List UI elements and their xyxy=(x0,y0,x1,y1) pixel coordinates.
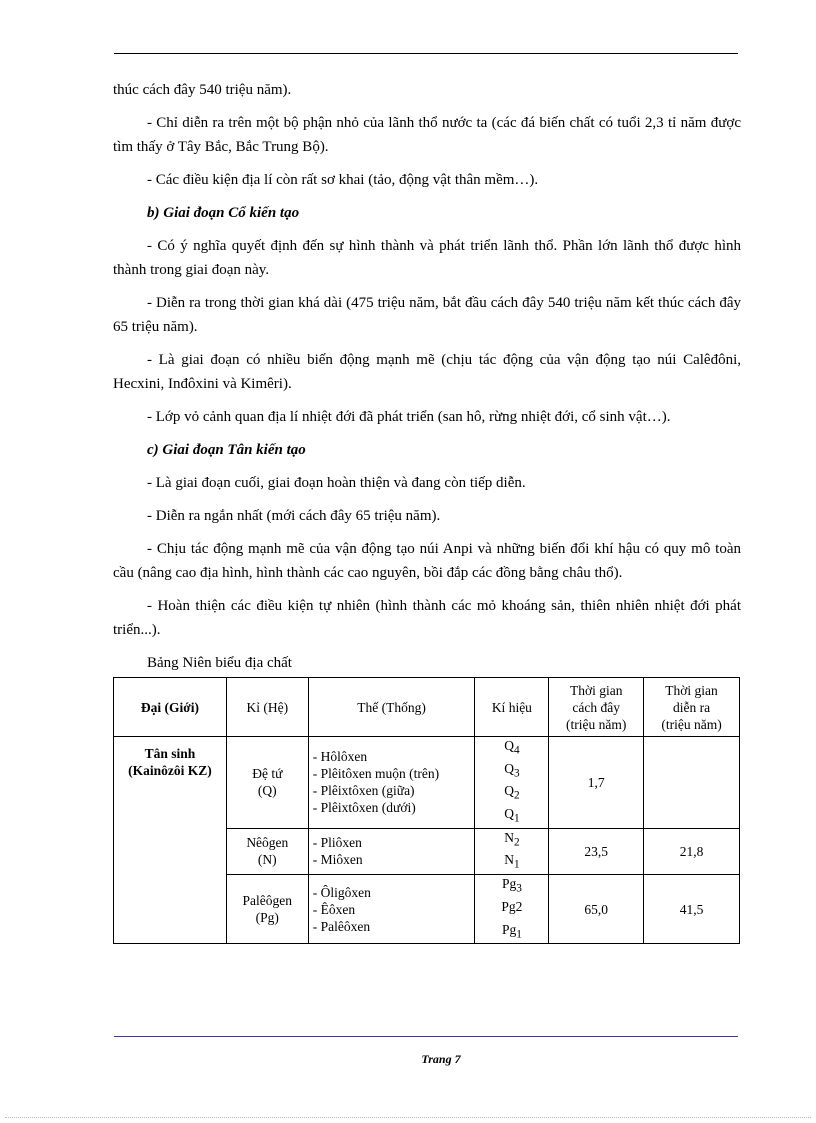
period-code: (N) xyxy=(257,852,277,868)
page-number: Trang 7 xyxy=(421,1052,461,1066)
symbol-item xyxy=(479,829,544,852)
symbol-item xyxy=(479,760,544,783)
symbol-sub: 4 xyxy=(513,744,520,757)
symbol-base: Pg xyxy=(501,876,517,892)
period-cell xyxy=(226,828,308,874)
symbol-base: Q xyxy=(504,806,514,822)
symbol-base: Q xyxy=(504,760,514,776)
period-cell xyxy=(226,875,308,944)
symbol-cell xyxy=(475,875,549,944)
symbol-sub: 1 xyxy=(513,812,520,825)
paragraph: - Chịu tác động mạnh mẽ của vận động tạo núi Anpi và những biến đổi khí hậu có quy mô toàn cầu (nâng cao địa hình, hình thành các cao nguyên, bồi đắp các đồng bằng châu thổ). xyxy=(113,541,741,581)
geologic-timescale-table xyxy=(113,677,740,944)
paragraph: - Là giai đoạn có nhiều biến động mạnh mẽ (chịu tác động của vận động tạo núi Calêđôni, Hecxini, Inđôxini và Kimêri). xyxy=(113,352,741,392)
header-era: Đại (Giới) xyxy=(114,678,227,737)
epoch-item: - Palêôxen xyxy=(312,918,371,934)
epoch-item: - Êôxen xyxy=(312,901,356,917)
section-heading: b) Giai đoạn Cổ kiến tạo xyxy=(147,205,300,221)
period-code: (Pg) xyxy=(255,910,279,926)
period-name: Đệ tứ xyxy=(252,766,283,782)
paragraph: - Chỉ diễn ra trên một bộ phận nhỏ của lãnh thổ nước ta (các đá biến chất có tuổi 2,3 tỉ năm được tìm thấy ở Tây Bắc, Bắc Trung Bộ). xyxy=(113,115,741,155)
section-heading: c) Giai đoạn Tân kiến tạo xyxy=(147,442,306,458)
paragraph: - Lớp vỏ cảnh quan địa lí nhiệt đới đã phát triển (san hô, rừng nhiệt đới, cổ sinh vật…). xyxy=(147,409,671,425)
symbol-base: Q xyxy=(504,783,514,799)
era-cell xyxy=(114,737,227,944)
header-rule xyxy=(114,53,738,54)
paragraph: - Diễn ra ngắn nhất (mới cách đây 65 triệu năm). xyxy=(147,508,441,524)
period-code: (Q) xyxy=(257,783,277,799)
duration-cell: 21,8 xyxy=(644,828,740,874)
symbol-item xyxy=(479,921,544,944)
header-duration xyxy=(644,678,740,737)
symbol-item xyxy=(479,875,544,898)
header-line: cách đây xyxy=(572,699,621,715)
epoch-item: - Plêitôxen muộn (trên) xyxy=(312,766,440,782)
page-body xyxy=(113,78,741,944)
table-caption: Bảng Niên biểu địa chất xyxy=(147,655,292,671)
paragraph: - Có ý nghĩa quyết định đến sự hình thành và phát triển lãnh thổ. Phần lớn lãnh thổ được hình thành trong giai đoạn này. xyxy=(113,238,741,278)
table-row xyxy=(114,737,740,829)
symbol-base: N xyxy=(504,829,514,845)
symbol-sub: 2 xyxy=(513,836,520,849)
period-name: Palêôgen xyxy=(242,893,293,909)
epoch-cell xyxy=(308,875,475,944)
symbol-sub: 3 xyxy=(516,882,522,895)
duration-cell xyxy=(644,737,740,829)
symbol-item xyxy=(479,805,544,828)
symbol-item xyxy=(479,898,544,921)
epoch-item: - Pliôxen xyxy=(312,835,362,851)
paragraph: - Diễn ra trong thời gian khá dài (475 triệu năm, bắt đầu cách đây 540 triệu năm kết thúc cách đây 65 triệu năm). xyxy=(113,295,741,335)
paragraph: - Hoàn thiện các điều kiện tự nhiên (hình thành các mỏ khoáng sản, thiên nhiên nhiệt đới phát triển...). xyxy=(113,598,741,638)
header-line: Thời gian xyxy=(665,682,718,698)
era-name: Tân sinh xyxy=(144,746,196,761)
header-line: (triệu năm) xyxy=(661,716,722,732)
symbol-base: Q xyxy=(504,738,514,753)
header-time-ago xyxy=(549,678,644,737)
symbol-base: Pg2 xyxy=(501,898,523,914)
epoch-item: - Plêixtôxen (giữa) xyxy=(312,783,415,799)
era-code: (Kainôzôi KZ) xyxy=(128,763,212,778)
epoch-item: - Hôlôxen xyxy=(312,749,368,765)
header-line: (triệu năm) xyxy=(566,716,627,732)
header-epoch: Thế (Thống) xyxy=(308,678,475,737)
symbol-item xyxy=(479,782,544,805)
symbol-base: Pg xyxy=(501,921,517,937)
header-symbol: Kí hiệu xyxy=(475,678,549,737)
paragraph: - Là giai đoạn cuối, giai đoạn hoàn thiện và đang còn tiếp diễn. xyxy=(147,475,526,491)
symbol-base: N xyxy=(504,852,514,868)
paragraph: - Các điều kiện địa lí còn rất sơ khai (tảo, động vật thân mềm…). xyxy=(147,172,539,188)
page-edge-dotted-line xyxy=(5,1117,811,1118)
epoch-cell xyxy=(308,828,475,874)
footer-rule xyxy=(114,1036,738,1037)
header-line: Thời gian xyxy=(569,682,623,698)
duration-cell: 41,5 xyxy=(644,875,740,944)
symbol-item xyxy=(479,851,544,874)
symbol-sub: 3 xyxy=(513,767,520,780)
symbol-sub: 1 xyxy=(513,859,520,872)
header-line: diễn ra xyxy=(673,699,711,715)
time-ago-cell: 23,5 xyxy=(549,828,644,874)
symbol-item xyxy=(479,737,544,760)
epoch-cell xyxy=(308,737,475,829)
table-header-row xyxy=(114,678,740,737)
epoch-item: - Ôligôxen xyxy=(312,884,371,900)
symbol-cell xyxy=(475,737,549,829)
epoch-item: - Miôxen xyxy=(312,852,363,868)
time-ago-cell: 65,0 xyxy=(549,875,644,944)
period-cell xyxy=(226,737,308,829)
symbol-cell xyxy=(475,828,549,874)
symbol-sub: 2 xyxy=(513,790,520,803)
period-name: Nêôgen xyxy=(246,835,289,851)
symbol-sub: 1 xyxy=(516,928,522,941)
time-ago-cell: 1,7 xyxy=(549,737,644,829)
paragraph: thúc cách đây 540 triệu năm). xyxy=(113,82,292,98)
header-period: Kỉ (Hệ) xyxy=(226,678,308,737)
epoch-item: - Plêixtôxen (dưới) xyxy=(312,800,416,816)
